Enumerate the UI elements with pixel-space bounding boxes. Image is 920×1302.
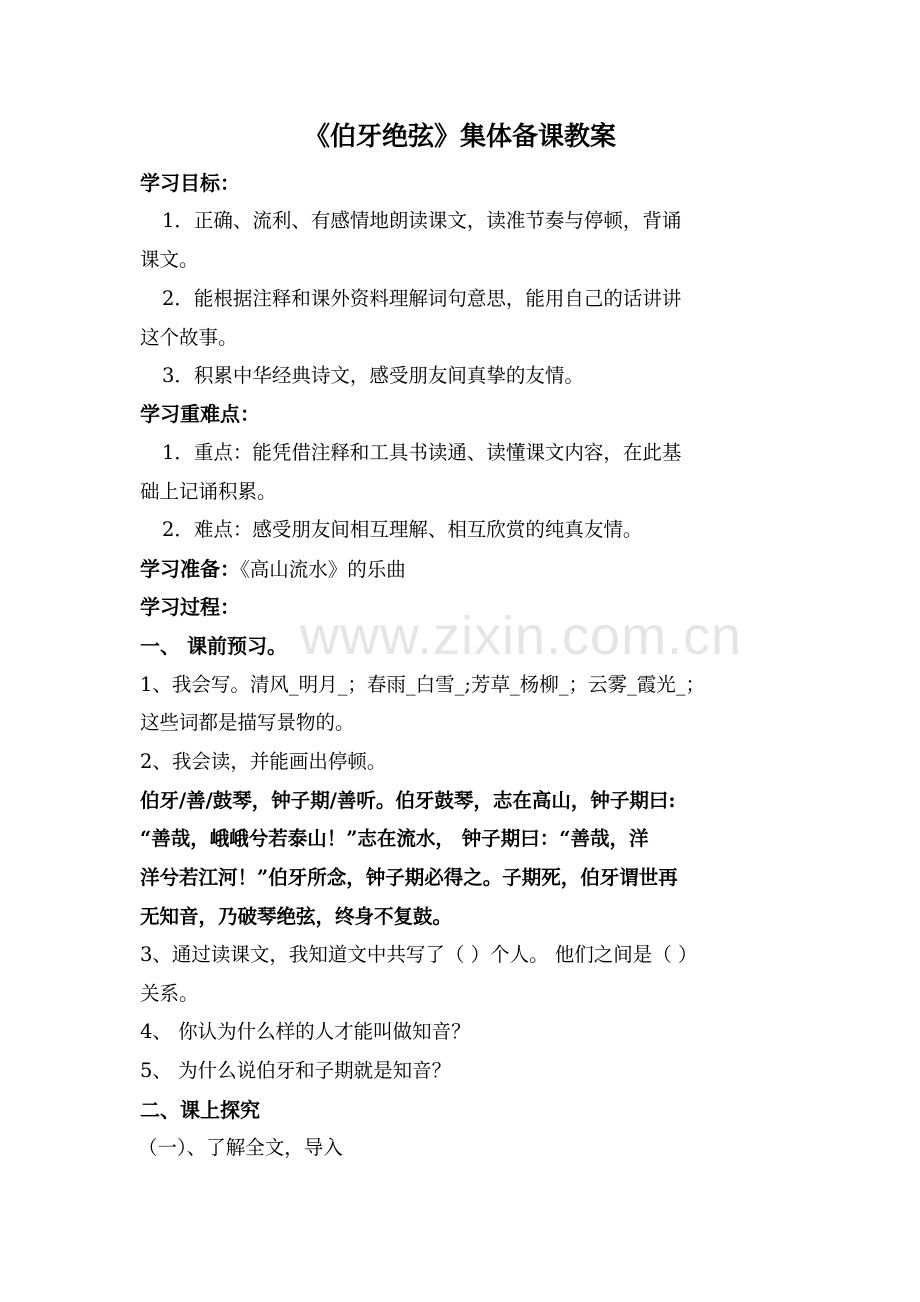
key-point-1-line-1: 1．重点：能凭借注释和工具书读通、读懂课文内容，在此基 xyxy=(162,441,682,464)
preparation-line xyxy=(140,556,820,583)
task-1-line-2: 这些词都是描写景物的。 xyxy=(140,711,355,734)
section-heading-preparation: 学习准备： xyxy=(140,557,240,581)
classical-text-line-4: 无知音，乃破琴绝弦，终身不复鼓。 xyxy=(140,905,453,928)
key-point-1-line-2: 础上记诵积累。 xyxy=(140,480,277,503)
task-4: 4、 你认为什么样的人才能叫做知音？ xyxy=(140,1020,471,1043)
part-one-heading: 一、 课前预习。 xyxy=(140,634,287,658)
task-2: 2、我会读，并能画出停顿。 xyxy=(140,750,387,773)
part-two-heading: 二、课上探究 xyxy=(140,1098,260,1122)
task-3-line-1: 3、通过读课文，我知道文中共写了（ ）个人。 他们之间是（ ） xyxy=(140,943,698,966)
task-5: 5、 为什么说伯牙和子期就是知音？ xyxy=(140,1059,452,1082)
task-1-line-1: 1、我会写。清风_明月_；春雨_白雪_;芳草_杨柳_；云雾_霞光_； xyxy=(140,673,705,696)
classical-text-line-1: 伯牙/善/鼓琴，钟子期/善听。伯牙鼓琴，志在高山，钟子期曰: xyxy=(140,789,676,812)
classical-text-line-2: “善哉，峨峨兮若泰山！”志在流水， 钟子期曰：“善哉，洋 xyxy=(140,827,649,850)
classical-text-line-3: 洋兮若江河！”伯牙所念，钟子期必得之。子期死，伯牙谓世再 xyxy=(140,866,678,889)
objective-2-line-2: 这个故事。 xyxy=(140,326,238,349)
preparation-content: 《高山流水》的乐曲 xyxy=(240,558,406,581)
section-heading-objectives: 学习目标： xyxy=(140,171,240,195)
document-title: 《伯牙绝弦》集体备课教案 xyxy=(303,122,616,152)
objective-3: 3．积累中华经典诗文，感受朋友间真挚的友情。 xyxy=(162,364,584,387)
task-3-line-2: 关系。 xyxy=(140,982,199,1005)
section-heading-key-points: 学习重难点： xyxy=(140,402,260,426)
watermark: www.zixin.com.cn xyxy=(300,606,743,666)
objective-1-line-2: 课文。 xyxy=(140,248,199,271)
key-point-2: 2．难点：感受朋友间相互理解、相互欣赏的纯真友情。 xyxy=(162,518,643,541)
objective-2-line-1: 2．能根据注释和课外资料理解词句意思，能用自己的话讲讲 xyxy=(162,287,682,310)
objective-1-line-1: 1．正确、流利、有感情地朗读课文，读准节奏与停顿，背诵 xyxy=(162,209,682,232)
section-heading-process: 学习过程： xyxy=(140,595,240,619)
subsection-heading: （一）、了解全文，导入 xyxy=(138,1136,343,1159)
